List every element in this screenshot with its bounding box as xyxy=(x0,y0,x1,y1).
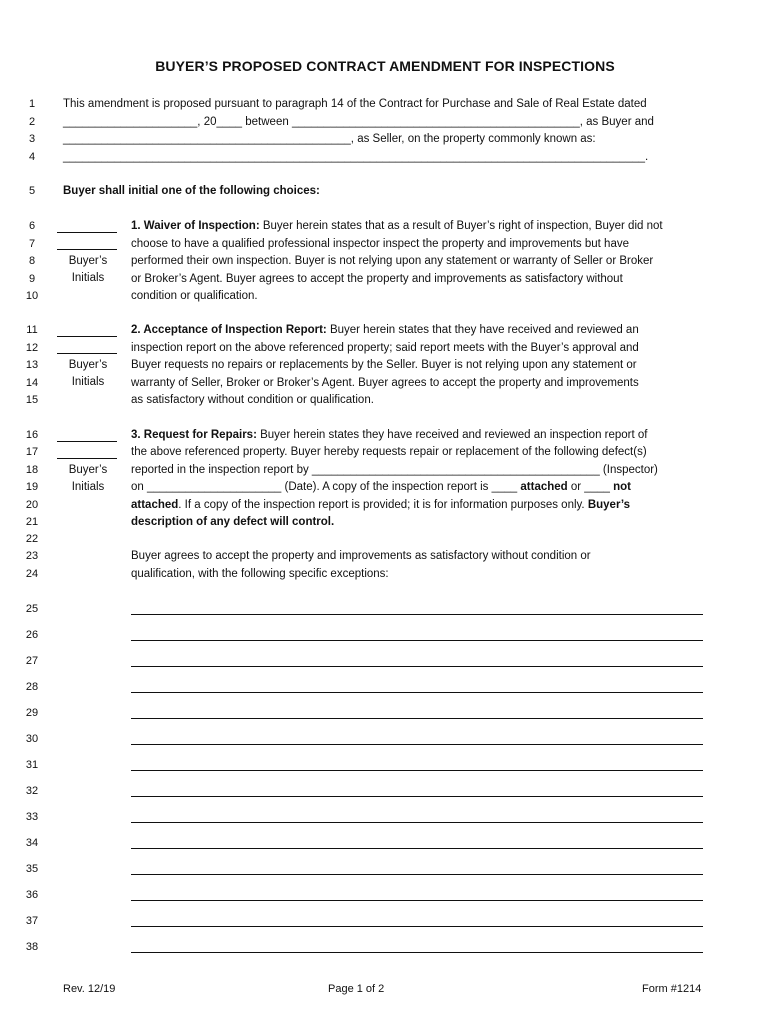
line-number: 23 xyxy=(25,550,39,562)
line-number: 1 xyxy=(28,98,36,110)
exception-line[interactable] xyxy=(131,640,703,641)
exception-line[interactable] xyxy=(131,874,703,875)
section2-line-2: inspection report on the above referenced property; said report meets with the Buyer’s approval and xyxy=(131,342,639,354)
section1-initial-blank-2[interactable] xyxy=(57,249,117,250)
buyers-label: Buyer’s xyxy=(68,359,108,371)
line-number: 18 xyxy=(25,464,39,476)
line-number: 17 xyxy=(25,446,39,458)
attached-option: attached xyxy=(520,481,568,493)
footer-page-number: Page 1 of 2 xyxy=(328,983,385,995)
initials-label: Initials xyxy=(71,481,105,493)
line-number: 22 xyxy=(25,533,39,545)
line-number: 30 xyxy=(25,733,39,745)
line-number: 8 xyxy=(28,255,36,267)
report-date-field[interactable]: on _____________________ (Date). A copy of the inspection report is ____ xyxy=(131,481,521,493)
inspector-field[interactable]: reported in the inspection report by _____________________________________________ (Inspector) xyxy=(131,464,658,476)
section3-initial-blank-2[interactable] xyxy=(57,458,117,459)
section2-line-3: Buyer requests no repairs or replacements by the Seller. Buyer is not relying upon any statement or xyxy=(131,359,637,371)
seller-field[interactable]: _____________________________________________, as Seller, on the property commonly known as: xyxy=(63,133,596,145)
section3-text: Buyer herein states they have received and reviewed an inspection report of xyxy=(256,429,648,441)
line-number: 21 xyxy=(25,516,39,528)
line-number: 3 xyxy=(28,133,36,145)
line-number: 11 xyxy=(26,324,38,336)
section1-line-2: choose to have a qualified professional inspector inspect the property and improvements but have xyxy=(131,238,629,250)
exception-line[interactable] xyxy=(131,718,703,719)
line-number: 37 xyxy=(25,915,39,927)
section3-initial-blank-1[interactable] xyxy=(57,441,117,442)
line-number: 14 xyxy=(25,377,39,389)
section2-initials-label xyxy=(57,357,119,391)
line-number: 16 xyxy=(25,429,39,441)
contract-date-field[interactable]: _____________________, 20____ between _____________________________________________, as Buyer and xyxy=(63,116,654,128)
section3-line-5 xyxy=(131,499,630,511)
line-number: 20 xyxy=(25,499,39,511)
section2-heading: 2. Acceptance of Inspection Report: xyxy=(131,324,327,336)
section3-line-1 xyxy=(131,429,648,441)
exception-line[interactable] xyxy=(131,952,703,953)
exception-line[interactable] xyxy=(131,822,703,823)
initials-label: Initials xyxy=(71,376,105,388)
exception-line[interactable] xyxy=(131,744,703,745)
buyers-label: Buyer’s xyxy=(68,464,108,476)
footer-revision: Rev. 12/19 xyxy=(63,983,116,995)
line-number: 2 xyxy=(28,116,36,128)
section2-text: Buyer herein states that they have received and reviewed an xyxy=(326,324,639,336)
not-option: not xyxy=(613,481,631,493)
line-number: 19 xyxy=(25,481,39,493)
section2-line-5: as satisfactory without condition or qualification. xyxy=(131,394,374,406)
section3-line-9: qualification, with the following specific exceptions: xyxy=(131,568,389,580)
exception-line[interactable] xyxy=(131,614,703,615)
exception-line[interactable] xyxy=(131,926,703,927)
line-number: 32 xyxy=(25,785,39,797)
section3-info-text: . If a copy of the inspection report is provided; it is for information purposes only. xyxy=(178,499,588,511)
section3-line-6: description of any defect will control. xyxy=(131,516,335,528)
attached-word: attached xyxy=(131,499,179,511)
line-number: 4 xyxy=(28,151,36,163)
footer-form-number: Form #1214 xyxy=(642,983,702,995)
section3-initials-label xyxy=(57,462,119,496)
exception-line[interactable] xyxy=(131,796,703,797)
section1-heading: 1. Waiver of Inspection: xyxy=(131,220,260,232)
line-number: 7 xyxy=(28,238,36,250)
line-number: 33 xyxy=(25,811,39,823)
exception-line[interactable] xyxy=(131,770,703,771)
section2-initial-blank-2[interactable] xyxy=(57,353,117,354)
property-address-field[interactable]: ___________________________________________________________________________________________. xyxy=(63,151,649,163)
line-number: 12 xyxy=(25,342,39,354)
line-number: 34 xyxy=(25,837,39,849)
line-number: 13 xyxy=(25,359,39,371)
buyers-label: Buyer’s xyxy=(68,255,108,267)
section1-initials-label xyxy=(57,253,119,287)
exception-line[interactable] xyxy=(131,848,703,849)
line-number: 5 xyxy=(28,185,36,197)
section1-initial-blank-1[interactable] xyxy=(57,232,117,233)
section2-line-1 xyxy=(131,324,639,336)
or-text: or ____ xyxy=(567,481,614,493)
line-number: 25 xyxy=(25,603,39,615)
line-number: 24 xyxy=(25,568,39,580)
line-number: 31 xyxy=(25,759,39,771)
line-number: 15 xyxy=(25,394,39,406)
initials-label: Initials xyxy=(71,272,105,284)
exception-line[interactable] xyxy=(131,900,703,901)
line-number: 9 xyxy=(28,273,36,285)
section1-text: Buyer herein states that as a result of Buyer’s right of inspection, Buyer did not xyxy=(259,220,663,232)
section1-line-4: or Broker’s Agent. Buyer agrees to accept the property and improvements as satisfactory without xyxy=(131,273,623,285)
document-title: BUYER’S PROPOSED CONTRACT AMENDMENT FOR INSPECTIONS xyxy=(155,58,615,74)
exception-line[interactable] xyxy=(131,692,703,693)
section2-line-4: warranty of Seller, Broker or Broker’s Agent. Buyer agrees to accept the property and improvements xyxy=(131,377,639,389)
section3-line-2: the above referenced property. Buyer hereby requests repair or replacement of the following defect(s) xyxy=(131,446,647,458)
instruction-text: Buyer shall initial one of the following choices: xyxy=(63,185,320,197)
line-number: 36 xyxy=(25,889,39,901)
line-number: 38 xyxy=(25,941,39,953)
line-number: 29 xyxy=(25,707,39,719)
intro-line-1: This amendment is proposed pursuant to paragraph 14 of the Contract for Purchase and Sale of Real Estate dated xyxy=(63,98,647,110)
line-number: 10 xyxy=(25,290,39,302)
section1-line-3: performed their own inspection. Buyer is not relying upon any statement or warranty of Seller or Broker xyxy=(131,255,654,267)
line-number: 28 xyxy=(25,681,39,693)
section3-line-8: Buyer agrees to accept the property and improvements as satisfactory without condition or xyxy=(131,550,591,562)
line-number: 26 xyxy=(25,629,39,641)
buyers-bold: Buyer’s xyxy=(587,499,631,511)
section1-line-5: condition or qualification. xyxy=(131,290,258,302)
line-number: 35 xyxy=(25,863,39,875)
exception-line[interactable] xyxy=(131,666,703,667)
line-number: 6 xyxy=(28,220,36,232)
line-number: 27 xyxy=(25,655,39,667)
section2-initial-blank-1[interactable] xyxy=(57,336,117,337)
section3-heading: 3. Request for Repairs: xyxy=(131,429,257,441)
section3-line-4 xyxy=(131,481,631,493)
section1-line-1 xyxy=(131,220,663,232)
